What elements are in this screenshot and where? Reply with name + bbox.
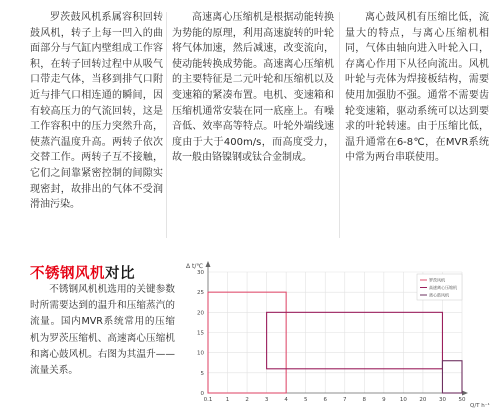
centrifugal-compressor-description: 高速离心压缩机是根据动能转换为势能的原理，利用高速旋转的叶轮将气体加速，然后减速，改变流向，使动能转换成势能。高速离心压缩机的主要特征是二元叶轮和压缩机以及变速箱的紧凑布置。电机、变速箱和压缩机通常安装在同一底座上。有噪音低、效率高等特点。叶轮外端线速度由于大于400m/s，而高度受力，故一般由铬镍钢或钛合金制成。 xyxy=(172,12,334,164)
legend-label: 罗茨风机 xyxy=(429,277,445,283)
section-paragraph: 不锈钢风机机选用的关键参数时所需要达到的温升和压缩蒸汽的流量。国内MVR系统常用的压缩机为罗茨压缩机、高速离心压缩机和离心鼓风机。右图为其温升——流量关系。 xyxy=(30,284,175,377)
y-tick-label: 10 xyxy=(197,350,204,357)
y-tick-label: 25 xyxy=(197,290,204,297)
y-axis-arrow-icon xyxy=(206,261,211,267)
centrifugal-blower-description: 离心鼓风机有压缩比低，流量大的特点，与离心压缩机相同，气体由轴向进入叶轮入口，存离心作用下从径向流出。风机叶轮与壳体为焊接板结构，需要使用加强肋不强。通常不需要齿轮变速箱，驱动系统可以达到要求的叶轮转速。由于压缩比低，温升通常在6-8℃，在MVR系统中常为两台串联使用。 xyxy=(345,12,489,164)
text-column-roots xyxy=(30,10,163,213)
x-tick-label: 4 xyxy=(284,397,288,403)
x-tick-label: 3 xyxy=(264,397,269,403)
text-column-centrifugal-compressor xyxy=(172,10,334,166)
series-rect-centrifugal-compressor xyxy=(267,312,443,368)
chart-legend xyxy=(417,274,462,300)
series-rect-centrifugal-blower xyxy=(442,361,462,393)
section-description xyxy=(30,282,175,379)
section-title xyxy=(30,262,135,283)
x-tick-label: 2 xyxy=(245,397,249,403)
text-column-centrifugal-blower xyxy=(345,10,489,166)
section-title-red: 不锈钢风机 xyxy=(30,266,105,282)
y-tick-label: 20 xyxy=(197,310,204,317)
column-divider xyxy=(166,12,167,238)
legend-label: 离心鼓风机 xyxy=(429,292,449,298)
x-tick-label: 6 xyxy=(323,397,327,403)
column-divider xyxy=(339,12,340,238)
y-tick-label: 15 xyxy=(197,330,204,337)
y-tick-label: 5 xyxy=(200,370,204,377)
y-axis-label: Δ t/℃ xyxy=(186,263,204,270)
x-tick-label: 10 xyxy=(399,397,407,403)
x-tick-label: 9 xyxy=(382,397,386,403)
roots-description: 罗茨鼓风机系属容积回转鼓风机，转子上每一凹入的曲面部分与气缸内壁组成工作容积，在转子回转过程中从吸气口带走气体，当移到排气口附近与排气口相连通的瞬间，因有较高压力的气流回转，这是工作容积中的压力突然升高，使蒸汽温度升高。两转子依次交替工作。两转子互不接触，它们之间靠紧密控制的间隙实现密封，故排出的气体不受润滑油污染。 xyxy=(30,12,163,211)
temperature-flow-chart xyxy=(178,255,498,410)
x-tick-label: 5 xyxy=(303,397,308,403)
x-axis-arrow-icon xyxy=(462,391,468,396)
x-tick-label: 1 xyxy=(225,397,230,403)
legend-label: 高速离心压缩机 xyxy=(429,285,457,290)
x-tick-label: 8 xyxy=(362,397,367,403)
x-tick-label: 50 xyxy=(458,397,466,403)
x-tick-label: 30 xyxy=(438,397,446,403)
x-tick-label: 0.1 xyxy=(203,397,213,403)
chart-series xyxy=(208,292,462,393)
x-tick-label: 20 xyxy=(419,397,427,403)
y-tick-label: 30 xyxy=(197,270,204,276)
x-tick-label: 7 xyxy=(343,397,347,403)
y-tick-label: 0 xyxy=(200,391,204,397)
x-axis-label: Q/T h⁻¹ xyxy=(470,403,490,409)
section-title-dark: 对比 xyxy=(105,266,135,282)
